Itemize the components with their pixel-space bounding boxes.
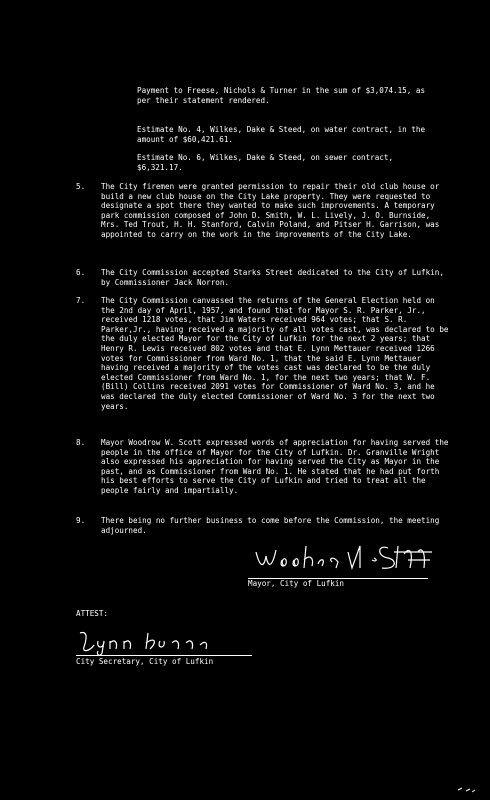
secretary-signature-image bbox=[76, 627, 266, 655]
secretary-signature-block bbox=[76, 627, 266, 671]
payment-paragraph: Payment to Freese, Nichols & Turner in the sum of $3,074.15, as per their statement rendered. bbox=[137, 86, 430, 105]
scan-speck-mark bbox=[456, 786, 476, 794]
item-text: The City Commission canvassed the returns of the General Election held on the 2nd day of April, 1957, and found that for Mayor S. R. Parker, Jr., received 1218 votes, that Jim Waters received 964 votes; that S. R. Parker,Jr., having received a majority of all votes cast, was declared to be the duly elected Mayor for the City of Lufkin for the next 2 years; that Henry R. Lewis received 802 votes and that E. Lynn Mettauer received 1266 votes for Commissioner from Ward No. 1, that the said E. Lynn Mettauer having received a majority of the votes cast was declared to be the duly elected Commissioner from Ward No. 1, for the next two years; that W. F. (Bill) Collins received 2091 votes for Commissioner of Ward No. 3, and he was declared the duly elected Commissioner of Ward No. 3 for the next two years. bbox=[101, 296, 449, 411]
mayor-signature-image bbox=[248, 538, 433, 578]
item-number: 8. bbox=[76, 438, 86, 447]
mayor-caption: Mayor, City of Lufkin bbox=[248, 579, 345, 588]
item-7 bbox=[76, 296, 448, 432]
mayor-signature-block bbox=[248, 538, 433, 588]
attest-label: ATTEST: bbox=[76, 609, 109, 618]
water-estimate-paragraph: Estimate No. 4, Wilkes, Dake & Steed, on water contract, in the amount of $60,421.61. bbox=[137, 125, 430, 144]
item-number: 5. bbox=[76, 182, 86, 191]
item-9 bbox=[76, 516, 448, 538]
item-text: Mayor Woodrow W. Scott expressed words of appreciation for having served the people in the office of Mayor for the City of Lufkin. Dr. Granville Wright also expressed his appreciation for having served the City as Mayor in the past, and as Commissioner from Ward No. 1. He stated that he had put forth his best efforts to serve the City of Lufkin and tried to treat all the people fairly and impartially. bbox=[101, 438, 449, 495]
signature-line bbox=[76, 655, 252, 656]
item-5 bbox=[76, 182, 448, 260]
item-number: 9. bbox=[76, 516, 86, 525]
item-6 bbox=[76, 268, 448, 290]
item-8 bbox=[76, 438, 448, 510]
item-text: The City Commission accepted Starks Street dedicated to the City of Lufkin, by Commissioner Jack Norron. bbox=[101, 268, 444, 287]
item-text: There being no further business to come before the Commission, the meeting adjourned. bbox=[101, 516, 440, 535]
item-number: 6. bbox=[76, 268, 86, 277]
sewer-estimate-paragraph: Estimate No. 6, Wilkes, Dake & Steed, on sewer contract, $6,321.17. bbox=[137, 153, 398, 172]
item-number: 7. bbox=[76, 296, 86, 305]
item-text: The City firemen were granted permission to repair their old club house or build a new club house on the City Lake property. They were requested to designate a spot there they wanted to make such improvements. A temporary park commission composed of John D. Smith, W. L. Lively, J. O. Burnside, Mrs. Ted Trout, H. H. Stanford, Calvin Poland, and Pitser H. Garrison, was appointed to carry on the work in the improvements of the City Lake. bbox=[101, 182, 440, 239]
secretary-caption: City Secretary, City of Lufkin bbox=[76, 657, 214, 666]
